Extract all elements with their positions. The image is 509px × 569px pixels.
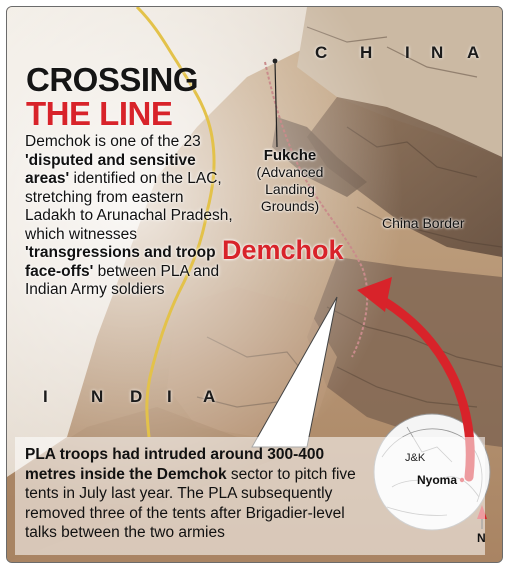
china-letter: A <box>467 43 480 62</box>
fukche-name: Fukche <box>263 147 317 164</box>
headline-line1: CROSSING <box>26 61 199 98</box>
headline-line2: THE LINE <box>26 95 173 132</box>
china-letter: N <box>431 43 444 62</box>
bottom-text <box>25 445 375 543</box>
demchok-label: Demchok <box>222 235 344 265</box>
intro-bold1: 'disputed and sensitive areas' <box>25 151 196 187</box>
north-label: N <box>477 531 486 545</box>
intro-bold2: 'transgressions and troop face-offs' <box>25 244 216 280</box>
fukche-desc: (Advanced Landing Grounds) <box>256 164 324 214</box>
china-border-label: China Border <box>382 215 465 231</box>
india-letter: I <box>43 387 48 406</box>
india-letter: N <box>91 387 104 406</box>
inset-town-label: Nyoma <box>417 473 458 487</box>
fukche-label <box>235 147 345 215</box>
intro-part2: identified on the LAC, stretching from eastern Ladakh to Arunachal Pradesh, which witnesses <box>25 170 233 243</box>
inset-region-label: J&K <box>405 452 426 464</box>
china-letter: I <box>405 43 410 62</box>
intro-part3: between PLA and Indian Army soldiers <box>25 262 220 298</box>
china-letter: H <box>360 43 373 62</box>
intro-text <box>25 133 235 300</box>
bottom-bold: PLA troops had intruded around 300-400 metres inside the Demchok <box>25 446 325 483</box>
india-letter: I <box>167 387 172 406</box>
intro-part1: Demchok is one of the 23 <box>25 133 201 150</box>
bottom-part: sector to pitch five tents in July last year. The PLA subsequently removed three of the tents after Brigadier-level talks between the two armies <box>25 465 356 541</box>
india-letter: D <box>130 387 143 406</box>
china-letter: C <box>315 43 328 62</box>
infographic-frame <box>6 6 503 563</box>
india-letter: A <box>203 387 216 406</box>
